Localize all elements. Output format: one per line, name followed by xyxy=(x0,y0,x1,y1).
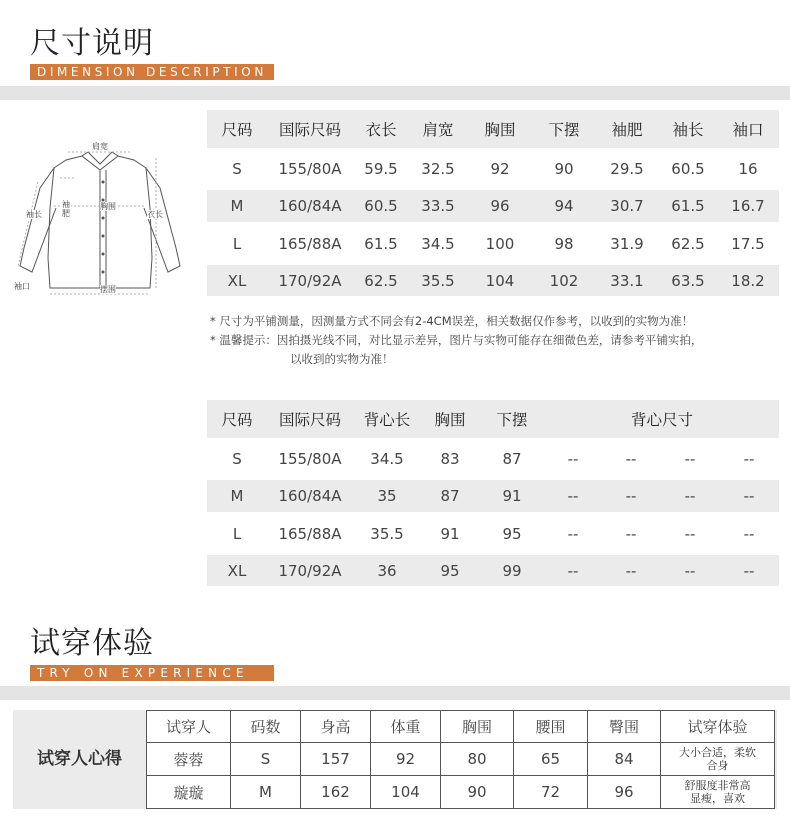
header-cell: 体重 xyxy=(371,711,441,743)
table-cell: 83 xyxy=(440,450,460,468)
table-row xyxy=(207,148,779,190)
table-cell: 35.5 xyxy=(370,524,404,543)
tryon-table xyxy=(146,710,775,809)
table-cell: 31.9 xyxy=(610,234,644,253)
table-cell: M xyxy=(231,776,301,809)
table-cell: 33.1 xyxy=(595,265,659,296)
dimension-title: 尺寸说明 xyxy=(30,26,154,61)
tryon-subtitle: TRY ON EXPERIENCE xyxy=(30,665,274,681)
table-cell: 72 xyxy=(514,776,588,809)
header-cell: 胸围 xyxy=(467,110,533,148)
table-cell: 33.5 xyxy=(409,190,467,222)
table-cell: 92 xyxy=(490,160,510,178)
table-cell: 155/80A xyxy=(278,160,342,178)
table-cell: S xyxy=(231,743,301,776)
table-cell: 36 xyxy=(353,555,421,586)
table-row xyxy=(207,480,779,512)
header-cell: 背心尺寸 xyxy=(545,400,779,438)
table-cell: -- xyxy=(545,555,601,586)
table-cell: -- xyxy=(625,524,637,543)
table-cell: -- xyxy=(661,480,719,512)
table-cell: 94 xyxy=(533,190,595,222)
table-cell: 165/88A xyxy=(278,524,342,543)
table-cell: 104 xyxy=(371,776,441,809)
header-cell: 胸围 xyxy=(421,400,479,438)
tryon-band xyxy=(0,686,790,700)
header-cell: 尺码 xyxy=(207,400,267,438)
table-cell: XL xyxy=(207,265,267,296)
table-cell: 63.5 xyxy=(659,265,717,296)
chest-label: 胸围 xyxy=(100,202,116,211)
table-row xyxy=(207,190,779,222)
table-cell: 102 xyxy=(533,265,595,296)
table-cell: XL xyxy=(207,555,267,586)
header-cell: 腰围 xyxy=(514,711,588,743)
table-cell: 165/88A xyxy=(278,234,342,253)
table-cell: 96 xyxy=(588,776,661,809)
table-cell: 61.5 xyxy=(659,190,717,222)
table-cell: S xyxy=(232,450,242,468)
header-cell: 身高 xyxy=(301,711,371,743)
table-cell: 61.5 xyxy=(364,234,398,253)
table-cell: M xyxy=(207,480,267,512)
table-cell: 90 xyxy=(441,776,514,809)
table-cell: 157 xyxy=(301,743,371,776)
shirt-outline-icon xyxy=(10,138,190,300)
table-cell: 65 xyxy=(514,743,588,776)
note-line: * 尺寸为平铺测量，因测量方式不同会有2-4CM误差，相关数据仅作参考，以收到的实物为准！ xyxy=(210,314,694,328)
table-cell xyxy=(661,776,775,809)
dimension-subtitle: DIMENSION DESCRIPTION xyxy=(30,64,274,80)
table-cell: 蓉蓉 xyxy=(147,743,231,776)
table-cell: 170/92A xyxy=(267,555,353,586)
vest-size-table xyxy=(207,400,779,586)
table-cell: -- xyxy=(601,555,661,586)
table-cell: 17.5 xyxy=(731,234,765,253)
cuff-label: 袖口 xyxy=(14,282,30,291)
table-cell: 35.5 xyxy=(409,265,467,296)
measurement-notes xyxy=(210,312,702,369)
comment-line: 舒服度非常高 xyxy=(684,779,751,792)
table-cell: 34.5 xyxy=(370,450,404,468)
table-row xyxy=(207,438,779,480)
header-cell: 袖长 xyxy=(659,110,717,148)
table-cell: -- xyxy=(601,480,661,512)
table-cell: 104 xyxy=(467,265,533,296)
table-cell: 84 xyxy=(588,743,661,776)
header-cell: 袖肥 xyxy=(595,110,659,148)
table-cell: 62.5 xyxy=(353,265,409,296)
header-cell: 袖口 xyxy=(717,110,779,148)
header-cell: 下摆 xyxy=(479,400,545,438)
table-cell: 100 xyxy=(485,234,515,253)
shirt-size-table xyxy=(207,110,779,296)
table-cell: 91 xyxy=(440,524,460,543)
table-cell: 16 xyxy=(738,160,758,178)
header-cell: 臀围 xyxy=(588,711,661,743)
table-cell: 62.5 xyxy=(671,234,705,253)
header-cell: 国际尺码 xyxy=(267,110,353,148)
table-cell: 87 xyxy=(421,480,479,512)
table-cell: 60.5 xyxy=(671,160,705,178)
table-cell: -- xyxy=(625,450,637,468)
table-cell: 80 xyxy=(441,743,514,776)
comment-line: 合身 xyxy=(706,759,729,772)
table-cell: 160/84A xyxy=(267,480,353,512)
comment-line: 显瘦，喜欢 xyxy=(690,792,745,805)
table-row xyxy=(147,776,775,809)
shirt-diagram xyxy=(10,138,190,300)
table-cell: 18.2 xyxy=(717,265,779,296)
table-cell: 95 xyxy=(502,524,522,543)
sleeve-width-label: 袖肥 xyxy=(62,200,70,218)
table-cell: L xyxy=(232,234,242,253)
table-cell: 98 xyxy=(554,234,574,253)
table-cell: -- xyxy=(719,555,779,586)
table-cell: 170/92A xyxy=(267,265,353,296)
header-cell: 背心长 xyxy=(353,400,421,438)
table-cell: 91 xyxy=(479,480,545,512)
table-cell: 35 xyxy=(353,480,421,512)
table-cell: 99 xyxy=(479,555,545,586)
header-cell: 下摆 xyxy=(533,110,595,148)
header-cell: 衣长 xyxy=(353,110,409,148)
length-label: 衣长 xyxy=(147,210,163,219)
table-cell: 90 xyxy=(554,160,574,178)
note-line: 以收到的实物为准！ xyxy=(290,352,394,366)
table-cell: -- xyxy=(743,524,755,543)
table-header-row xyxy=(207,400,779,438)
table-cell: M xyxy=(207,190,267,222)
table-cell: 92 xyxy=(371,743,441,776)
table-cell: L xyxy=(232,524,242,543)
header-cell: 码数 xyxy=(231,711,301,743)
sleeve-length-label: 袖长 xyxy=(26,210,42,219)
table-row xyxy=(147,743,775,776)
table-header-row xyxy=(147,711,775,743)
table-cell: -- xyxy=(567,450,579,468)
dimension-band xyxy=(0,86,790,100)
header-cell: 试穿体验 xyxy=(661,711,775,743)
table-cell: -- xyxy=(743,450,755,468)
tryon-side-label: 试穿人心得 xyxy=(37,749,122,769)
table-cell: -- xyxy=(567,524,579,543)
table-cell: 59.5 xyxy=(364,160,398,178)
table-row xyxy=(207,512,779,555)
header-cell: 试穿人 xyxy=(147,711,231,743)
table-cell: -- xyxy=(545,480,601,512)
table-cell: 160/84A xyxy=(267,190,353,222)
header-cell: 国际尺码 xyxy=(267,400,353,438)
table-cell: 87 xyxy=(502,450,522,468)
table-cell: 29.5 xyxy=(610,160,644,178)
table-row xyxy=(207,265,779,296)
table-cell: -- xyxy=(719,480,779,512)
comment-line: 大小合适，柔软 xyxy=(679,746,756,759)
table-row xyxy=(207,555,779,586)
table-cell: 96 xyxy=(467,190,533,222)
table-cell: -- xyxy=(684,450,696,468)
table-row xyxy=(207,222,779,265)
note-line: * 温馨提示：因拍摄光线不同，对比显示差异，图片与实物可能存在细微色差，请参考平铺实拍， xyxy=(210,333,703,347)
table-cell: 162 xyxy=(301,776,371,809)
table-cell: -- xyxy=(684,524,696,543)
table-cell: 60.5 xyxy=(353,190,409,222)
table-cell: 璇璇 xyxy=(147,776,231,809)
table-header-row xyxy=(207,110,779,148)
table-cell: 95 xyxy=(421,555,479,586)
table-cell: 30.7 xyxy=(595,190,659,222)
table-cell: 34.5 xyxy=(421,234,455,253)
hem-label: 摆围 xyxy=(100,285,116,294)
header-cell: 肩宽 xyxy=(409,110,467,148)
table-cell xyxy=(661,743,775,776)
table-cell: -- xyxy=(661,555,719,586)
header-cell: 尺码 xyxy=(207,110,267,148)
tryon-title: 试穿体验 xyxy=(30,626,154,661)
table-cell: S xyxy=(232,160,242,178)
table-cell: 32.5 xyxy=(421,160,455,178)
shoulder-label: 肩宽 xyxy=(92,142,108,151)
table-cell: 16.7 xyxy=(717,190,779,222)
header-cell: 胸围 xyxy=(441,711,514,743)
table-cell: 155/80A xyxy=(278,450,342,468)
